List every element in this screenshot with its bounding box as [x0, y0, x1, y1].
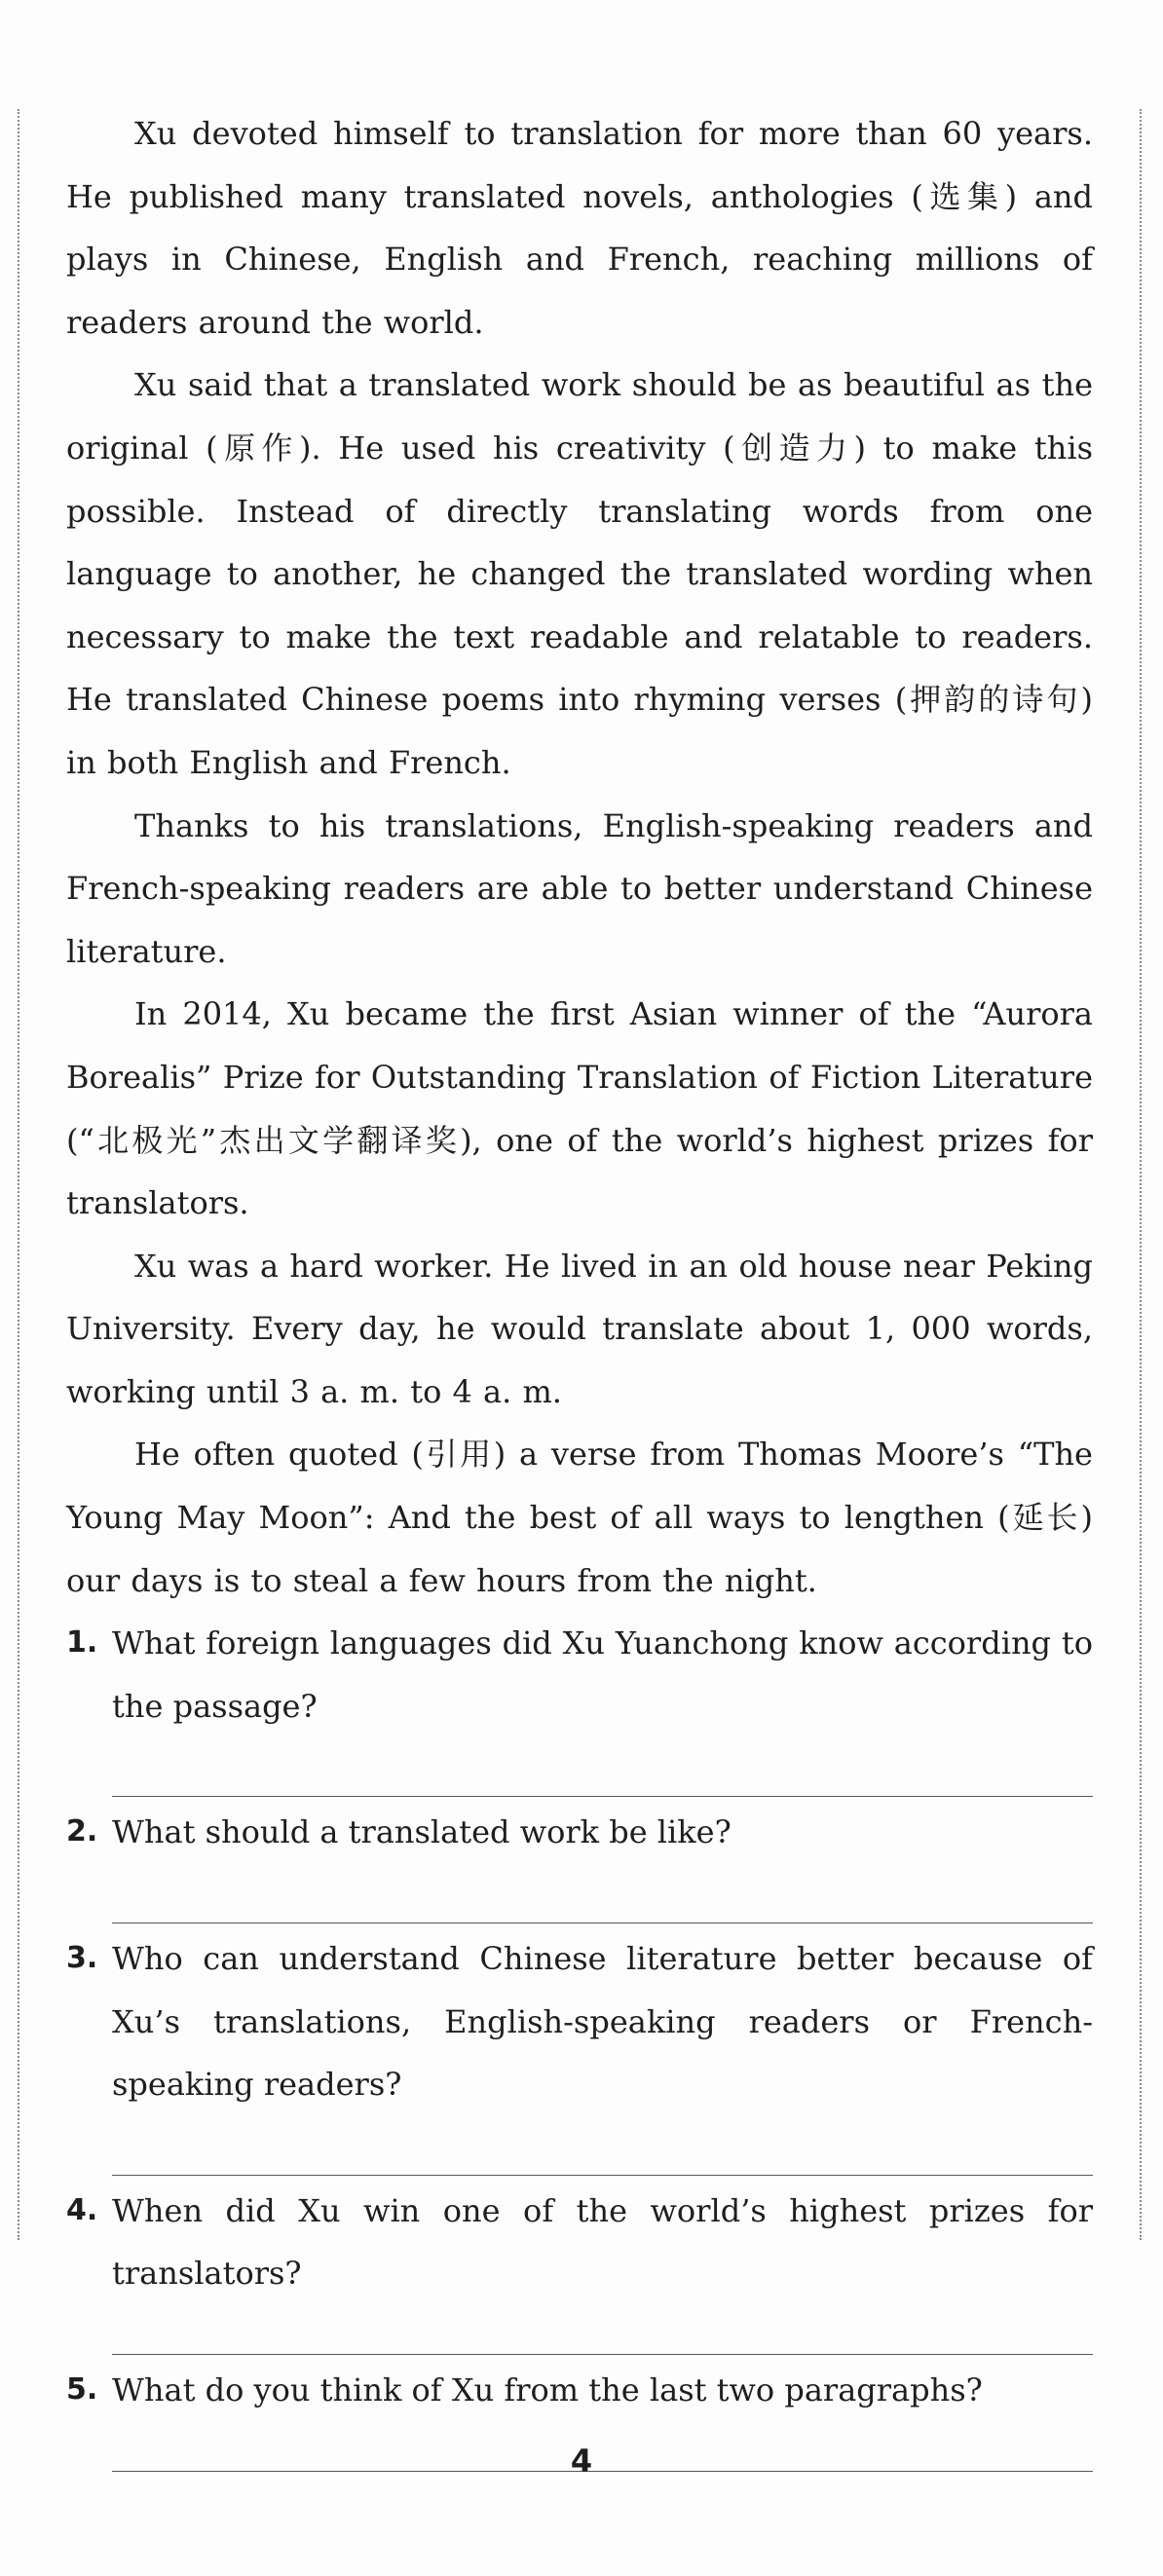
- question-1: [66, 1612, 1093, 1797]
- answer-line-1[interactable]: [112, 1737, 1093, 1797]
- question-4: [66, 2180, 1093, 2355]
- passage-paragraph-5: Xu was a hard worker. He lived in an old house near Peking University. Every day, he would translate about 1, 000 words, working until 3 a. m. to 4 a. m.: [66, 1247, 1093, 1410]
- answer-line-2[interactable]: [112, 1864, 1093, 1923]
- question-text: What should a translated work be like?: [112, 1813, 732, 1851]
- question-2: [66, 1801, 1093, 1923]
- answer-line-3[interactable]: [112, 2116, 1093, 2176]
- passage-paragraph-4: In 2014, Xu became the first Asian winner of the “Aurora Borealis” Prize for Outstanding Translation of Fiction Literature (“北极光”杰出文学翻译奖), one of the world’s highest prizes for translators.: [66, 995, 1093, 1222]
- question-text: What do you think of Xu from the last two paragraphs?: [112, 2371, 983, 2408]
- question-text: When did Xu win one of the world’s highest prizes for translators?: [112, 2191, 1093, 2293]
- passage-paragraph-3: Thanks to his translations, English-speaking readers and French-speaking readers are able to better understand Chinese literature.: [66, 806, 1093, 970]
- passage-paragraph-2: Xu said that a translated work should be as beautiful as the original (原作). He used his creativity (创造力) to make this possible. Instead of directly translating words from one language to another, he changed the translated wording when necessary to make the text readable and relatable to readers. He translated Chinese poems into rhyming verses (押韵的诗句) in both English and French.: [66, 366, 1093, 781]
- right-dotted-border: [1140, 109, 1142, 2240]
- left-dotted-border: [18, 109, 19, 2240]
- question-number: 2.: [66, 1814, 98, 1849]
- passage-paragraph-1: Xu devoted himself to translation for more than 60 years. He published many translated novels, anthologies (选集) and plays in Chinese, English and French, reaching millions of readers around the world.: [66, 115, 1093, 341]
- passage-and-questions: [66, 102, 1093, 2476]
- answer-line-4[interactable]: [112, 2305, 1093, 2355]
- question-text: What foreign languages did Xu Yuanchong know according to the passage?: [112, 1624, 1093, 1725]
- passage-paragraph-6: He often quoted (引用) a verse from Thomas Moore’s “The Young May Moon”: And the best of all ways to lengthen (延长) our days is to steal a few hours from the night.: [66, 1436, 1093, 1599]
- question-3: [66, 1927, 1093, 2176]
- question-number: 5.: [66, 2372, 98, 2407]
- question-text: Who can understand Chinese literature better because of Xu’s translations, English-speaking readers or French-speaking readers?: [112, 1940, 1093, 2104]
- page-number: 4: [570, 2443, 593, 2480]
- question-number: 4.: [66, 2192, 98, 2227]
- question-number: 3.: [66, 1941, 98, 1976]
- question-number: 1.: [66, 1625, 98, 1661]
